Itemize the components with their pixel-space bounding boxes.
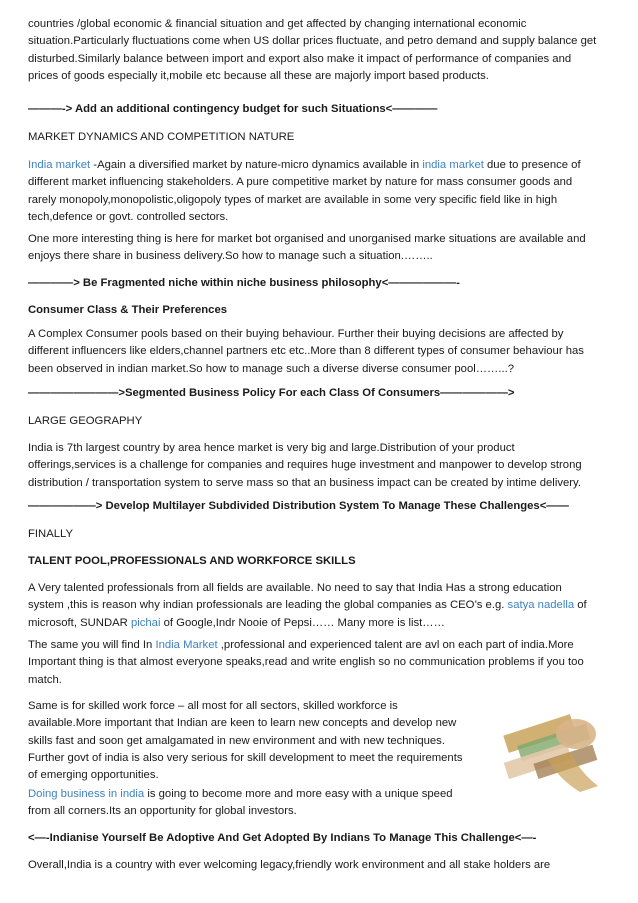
paragraph-market: India market -Again a diversified market by nature-micro dynamics available in india market due to presence of different market influencing stakeholders. A pure competitive market by nature for mass consumer goods and rarely monopoly,monopolistic,oligopoly types of market are available in some very specific field like in high tech,defence or govt. controlled sectors. xyxy=(28,159,581,223)
paragraph-economy: countries /global economic & financial situation and get affected by changing international economic situation.Particularly fluctuations come when US dollar prices fluctuate, and petro demand and supply balance get disturbed.Similarly balance between import and export also make it impact of performance of companies and prices of goods especially it,mobile etc because all these are majorly import based products. xyxy=(28,18,597,82)
paragraph-workforce: Same is for skilled work force – all most for all sectors, skilled workforce is available.More important that Indian are keen to learn new concepts and develop new skills fast and soon get amalgamated in new environment and with new techniques. Further govt of india is also very serious for skill development to meet the requirements of emerging opportunities. xyxy=(28,700,463,782)
heading-segmented: ————————>Segmented Business Policy For each Class Of Consumers——————> xyxy=(28,387,515,399)
section-title-consumer: Consumer Class & Their Preferences xyxy=(28,304,228,316)
link-pichai[interactable]: pichai xyxy=(130,616,161,629)
paragraph-india-market-talent: The same you will find In India Market ,professional and experienced talent are avl on each part of india.More Important thing is that almost everyone speaks,read and write english so no communication problems if you too match. xyxy=(28,639,584,686)
section-title-finally: FINALLY xyxy=(28,528,73,540)
heading-contingency: ———-> Add an additional contingency budget for such Situations<———— xyxy=(28,103,438,115)
paragraph-overall: Overall,India is a country with ever welcoming legacy,friendly work environment and all stake holders are xyxy=(28,859,551,871)
section-title-geography: LARGE GEOGRAPHY xyxy=(28,415,143,427)
link-doing-business[interactable]: Doing business in india xyxy=(28,788,145,800)
link-india-market[interactable]: India market xyxy=(28,159,91,171)
link-india-market-3[interactable]: India Market xyxy=(155,639,218,651)
link-india-market-2[interactable]: india market xyxy=(422,159,484,171)
paragraph-organised: One more interesting thing is here for market bot organised and unorganised marke situations are available and enjoys there share in business delivery.So how to manage such a situation.…….. xyxy=(28,233,586,263)
heading-distribution: ——————> Develop Multilayer Subdivided Distribution System To Manage These Challenges<—— xyxy=(28,500,569,512)
section-title-market: MARKET DYNAMICS AND COMPETITION NATURE xyxy=(28,131,295,143)
paragraph-doing-business: Doing business in india is going to become more and more easy with a unique speed from all corners.Its an opportunity for global investors. xyxy=(28,788,453,818)
fist-shape xyxy=(556,719,596,749)
paragraph-geography: India is 7th largest country by area hence market is very big and large.Distribution of your product offerings,services is a challenge for companies and requires huge investment and manpower to develop strong distribution / transportation system to serve mass so that an business impact can be created by intime delivery. xyxy=(28,442,582,489)
paragraph-consumer: A Complex Consumer pools based on their buying behaviour. Further their buying decisions are affected by different influencers like elders,channel partners etc etc..More than 8 different types of consumer behaviour has been observed in indian market.So how to manage such a diverse diverse consumer pool……...? xyxy=(28,328,584,375)
heading-fragmented: ————> Be Fragmented niche within niche business philosophy<——————- xyxy=(28,277,460,289)
paragraph-talent: A Very talented professionals from all fields are available. No need to say that India Has a strong education system ,this is reason why indian professionals are leading the global companies as CEO’s e.g. satya nadella of microsoft, SUNDAR pichai of Google,Indr Nooie of Pepsi…… Many more is list…… xyxy=(28,582,587,629)
section-title-talent: TALENT POOL,PROFESSIONALS AND WORKFORCE SKILLS xyxy=(28,555,356,567)
money-fist-image xyxy=(490,700,612,800)
link-satya-nadella[interactable]: satya nadella xyxy=(507,599,575,612)
heading-indianise: <—-Indianise Yourself Be Adoptive And Get Adopted By Indians To Manage This Challenge<—- xyxy=(28,832,537,844)
